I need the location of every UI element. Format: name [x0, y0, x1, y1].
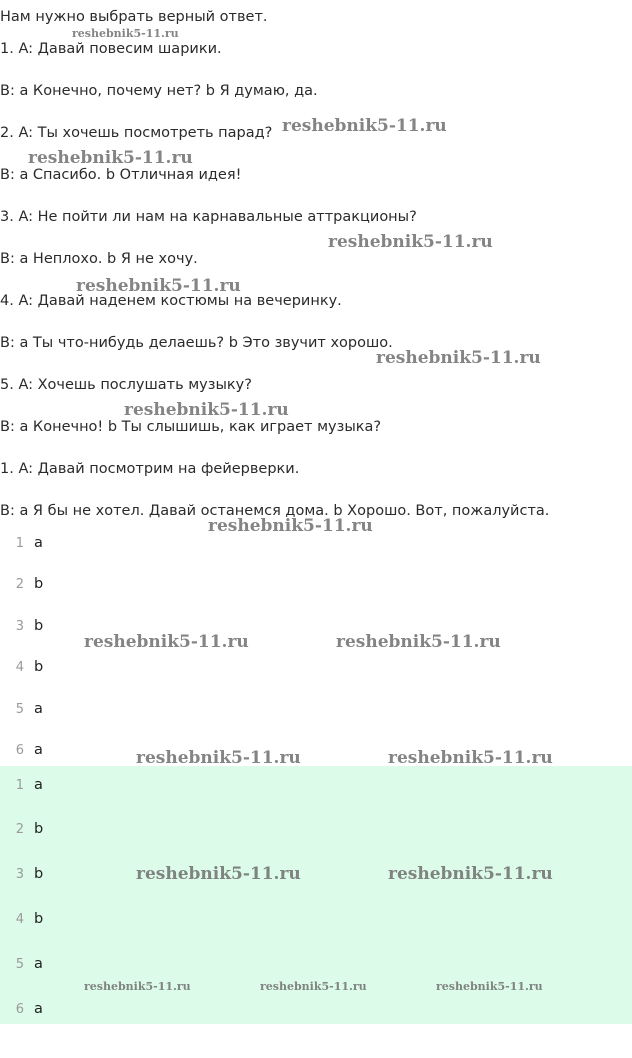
- dialogue-line: B: a Ты что-нибудь делаешь? b Это звучит хорошо.: [0, 335, 393, 351]
- intro-text: Нам нужно выбрать верный ответ.: [0, 9, 268, 25]
- dialogue-line: B: a Я бы не хотел. Давай останемся дома. b Хорошо. Вот, пожалуйста.: [0, 503, 550, 519]
- answer-row: [0, 820, 43, 839]
- answer-number: 3: [15, 619, 24, 634]
- watermark: reshebnik5-11.ru: [28, 148, 193, 168]
- dialogue-line: 5. A: Хочешь послушать музыку?: [0, 377, 252, 393]
- watermark: reshebnik5-11.ru: [328, 232, 493, 252]
- answer-value: a: [34, 777, 43, 793]
- answer-number: 2: [15, 577, 24, 592]
- answer-row: [0, 741, 43, 760]
- watermark: reshebnik5-11.ru: [336, 632, 501, 652]
- answer-value: a: [34, 1001, 43, 1017]
- watermark: reshebnik5-11.ru: [388, 864, 553, 884]
- answer-number: 6: [15, 743, 24, 758]
- answer-value: a: [34, 742, 43, 758]
- answer-value: a: [34, 701, 43, 717]
- answer-row: [0, 534, 43, 553]
- answer-row: [0, 575, 43, 594]
- answer-value: b: [34, 576, 44, 592]
- answer-number: 1: [15, 778, 24, 793]
- watermark: reshebnik5-11.ru: [84, 980, 191, 993]
- watermark: reshebnik5-11.ru: [136, 748, 301, 768]
- dialogue-line: B: a Неплохо. b Я не хочу.: [0, 251, 198, 267]
- watermark: reshebnik5-11.ru: [208, 516, 373, 536]
- answer-value: a: [34, 535, 43, 551]
- watermark: reshebnik5-11.ru: [84, 632, 249, 652]
- answer-value: b: [34, 618, 44, 634]
- answer-number: 1: [15, 536, 24, 551]
- answer-row: [0, 700, 43, 719]
- watermark: reshebnik5-11.ru: [376, 348, 541, 368]
- answer-value: b: [34, 821, 44, 837]
- answer-row: [0, 617, 43, 636]
- answer-value: a: [34, 956, 43, 972]
- answer-number: 4: [15, 660, 24, 675]
- answer-value: b: [34, 659, 44, 675]
- dialogue-line: B: a Конечно! b Ты слышишь, как играет музыка?: [0, 419, 382, 435]
- answer-number: 6: [15, 1002, 24, 1017]
- watermark: reshebnik5-11.ru: [388, 748, 553, 768]
- answer-row: [0, 658, 43, 677]
- answer-number: 5: [15, 957, 24, 972]
- watermark: reshebnik5-11.ru: [260, 980, 367, 993]
- watermark: reshebnik5-11.ru: [136, 864, 301, 884]
- dialogue-line: 1. A: Давай повесим шарики.: [0, 41, 222, 57]
- watermark: reshebnik5-11.ru: [76, 276, 241, 296]
- dialogue-line: 1. A: Давай посмотрим на фейерверки.: [0, 461, 300, 477]
- answer-value: b: [34, 911, 44, 927]
- dialogue-line: 3. A: Не пойти ли нам на карнавальные аттракционы?: [0, 209, 417, 225]
- answer-number: 4: [15, 912, 24, 927]
- answer-row: [0, 1000, 43, 1019]
- watermark: reshebnik5-11.ru: [72, 27, 179, 40]
- dialogue-line: 2. A: Ты хочешь посмотреть парад?: [0, 125, 273, 141]
- dialogue-line: 4. A: Давай наденем костюмы на вечеринку.: [0, 293, 342, 309]
- dialogue-line: B: a Спасибо. b Отличная идея!: [0, 167, 242, 183]
- answer-number: 2: [15, 822, 24, 837]
- answer-value: b: [34, 866, 44, 882]
- answer-row: [0, 865, 43, 884]
- answer-row: [0, 776, 43, 795]
- watermark: reshebnik5-11.ru: [282, 116, 447, 136]
- watermark: reshebnik5-11.ru: [124, 400, 289, 420]
- answer-row: [0, 955, 43, 974]
- dialogue-line: B: a Конечно, почему нет? b Я думаю, да.: [0, 83, 318, 99]
- answer-number: 3: [15, 867, 24, 882]
- answer-row: [0, 910, 43, 929]
- answer-number: 5: [15, 702, 24, 717]
- watermark: reshebnik5-11.ru: [436, 980, 543, 993]
